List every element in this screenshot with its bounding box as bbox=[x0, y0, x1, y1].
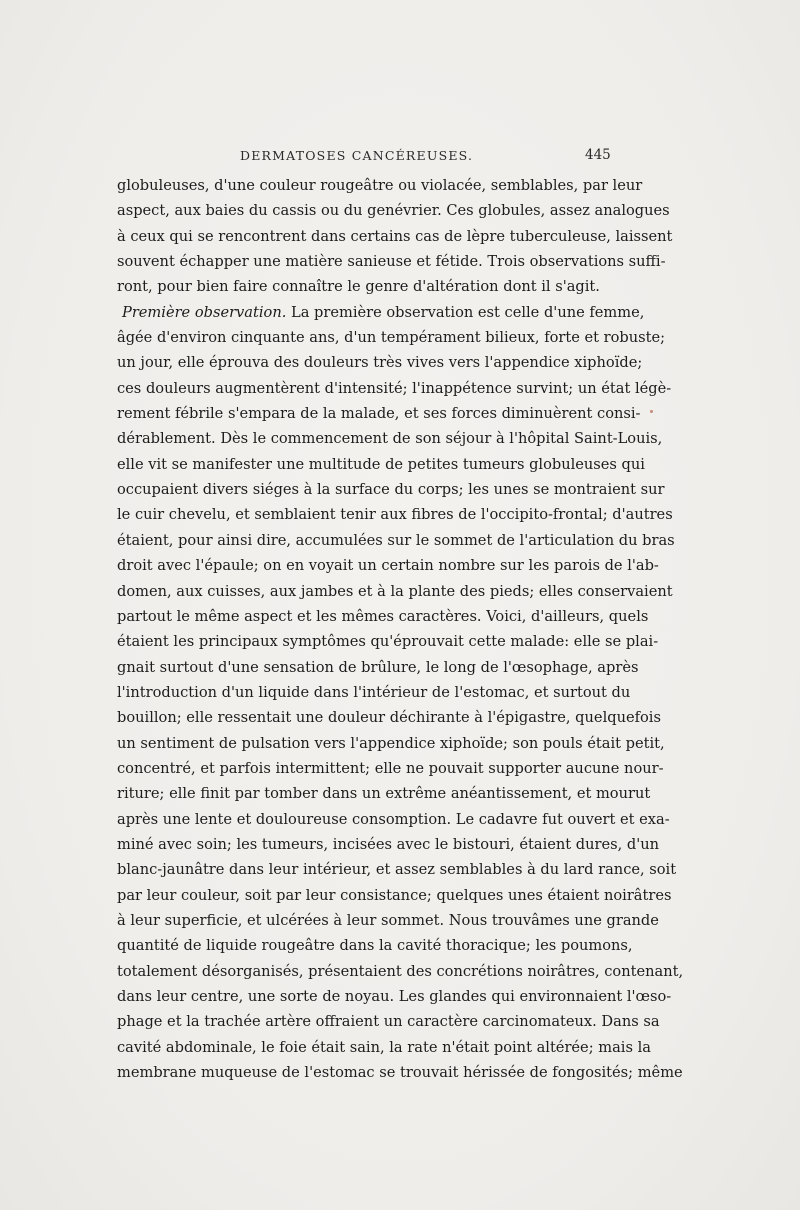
text-line: à leur superficie, et ulcérées à leur sommet. Nous trouvâmes une grande bbox=[117, 911, 659, 929]
text-line: étaient les principaux symptômes qu'éprouvait cette malade: elle se plai- bbox=[117, 633, 659, 651]
text-line: dérablement. Dès le commencement de son séjour à l'hôpital Saint-Louis, bbox=[117, 430, 663, 448]
text-line: domen, aux cuisses, aux jambes et à la plante des pieds; elles conservaient bbox=[117, 582, 673, 600]
text-line: à ceux qui se rencontrent dans certains cas de lèpre tuberculeuse, laissent bbox=[117, 227, 673, 245]
text-line: totalement désorganisés, présentaient des concrétions noirâtres, contenant, bbox=[117, 962, 684, 980]
text-line: cavité abdominale, le foie était sain, la rate n'était point altérée; mais la bbox=[117, 1038, 651, 1056]
paper-speck bbox=[650, 410, 653, 413]
text-line: souvent échapper une matière sanieuse et fétide. Trois observations suffi- bbox=[117, 253, 666, 271]
text-line: dans leur centre, une sorte de noyau. Les glandes qui environnaient l'œso- bbox=[117, 988, 672, 1005]
text-line: occupaient divers siéges à la surface du corps; les unes se montraient sur bbox=[117, 481, 665, 499]
text-line: quantité de liquide rougeâtre dans la cavité thoracique; les poumons, bbox=[117, 937, 633, 955]
text-line: par leur couleur, soit par leur consistance; quelques unes étaient noirâtres bbox=[117, 886, 672, 904]
text-line: phage et la trachée artère offraient un caractère carcinomateux. Dans sa bbox=[117, 1013, 660, 1031]
text-line: droit avec l'épaule; on en voyait un certain nombre sur les parois de l'ab- bbox=[117, 557, 659, 575]
text-line: étaient, pour ainsi dire, accumulées sur le sommet de l'articulation du bras bbox=[117, 531, 675, 549]
text-line: miné avec soin; les tumeurs, incisées avec le bistouri, étaient dures, d'un bbox=[117, 835, 660, 853]
text-line: globuleuses, d'une couleur rougeâtre ou violacée, semblables, par leur bbox=[117, 177, 643, 194]
body-text bbox=[117, 173, 684, 1085]
text-line: ces douleurs augmentèrent d'intensité; l'inappétence survint; un état légè- bbox=[117, 379, 672, 397]
text-line: gnait surtout d'une sensation de brûlure, le long de l'œsophage, après bbox=[117, 658, 639, 676]
text-line: bouillon; elle ressentait une douleur déchirante à l'épigastre, quelquefois bbox=[117, 709, 661, 727]
running-title: DERMATOSES CANCÉREUSES. bbox=[240, 148, 474, 163]
text-line: partout le même aspect et les mêmes caractères. Voici, d'ailleurs, quels bbox=[117, 607, 649, 625]
text-line: l'introduction d'un liquide dans l'intérieur de l'estomac, et surtout du bbox=[117, 683, 631, 701]
text-line: un jour, elle éprouva des douleurs très vives vers l'appendice xiphoïde; bbox=[117, 354, 643, 372]
text-line: âgée d'environ cinquante ans, d'un tempérament bilieux, forte et robuste; bbox=[117, 329, 666, 347]
text-line: aspect, aux baies du cassis ou du genévrier. Ces globules, assez analogues bbox=[117, 202, 670, 220]
text-line: rement fébrile s'empara de la malade, et ses forces diminuèrent consi- bbox=[117, 405, 641, 423]
text-line: blanc-jaunâtre dans leur intérieur, et assez semblables à du lard rance, soit bbox=[117, 861, 677, 879]
text-line: elle vit se manifester une multitude de petites tumeurs globuleuses qui bbox=[117, 455, 645, 473]
text-line: concentré, et parfois intermittent; elle ne pouvait supporter aucune nour- bbox=[117, 759, 664, 777]
text-line: après une lente et douloureuse consomption. Le cadavre fut ouvert et exa- bbox=[117, 810, 670, 828]
observation-text: La première observation est celle d'une femme, bbox=[291, 303, 645, 321]
text-line: un sentiment de pulsation vers l'appendice xiphoïde; son pouls était petit, bbox=[117, 734, 665, 752]
text-line: membrane muqueuse de l'estomac se trouvait hérissée de fongosités; même bbox=[117, 1064, 683, 1082]
text-line: le cuir chevelu, et semblaient tenir aux fibres de l'occipito-frontal; d'autres bbox=[117, 506, 673, 524]
text-line: riture; elle finit par tomber dans un extrême anéantissement, et mourut bbox=[117, 785, 651, 803]
observation-label: Première observation. bbox=[122, 303, 287, 321]
text-line: ront, pour bien faire connaître le genre d'altération dont il s'agit. bbox=[117, 278, 600, 296]
page-number: 445 bbox=[585, 147, 611, 163]
text-line bbox=[117, 300, 645, 325]
